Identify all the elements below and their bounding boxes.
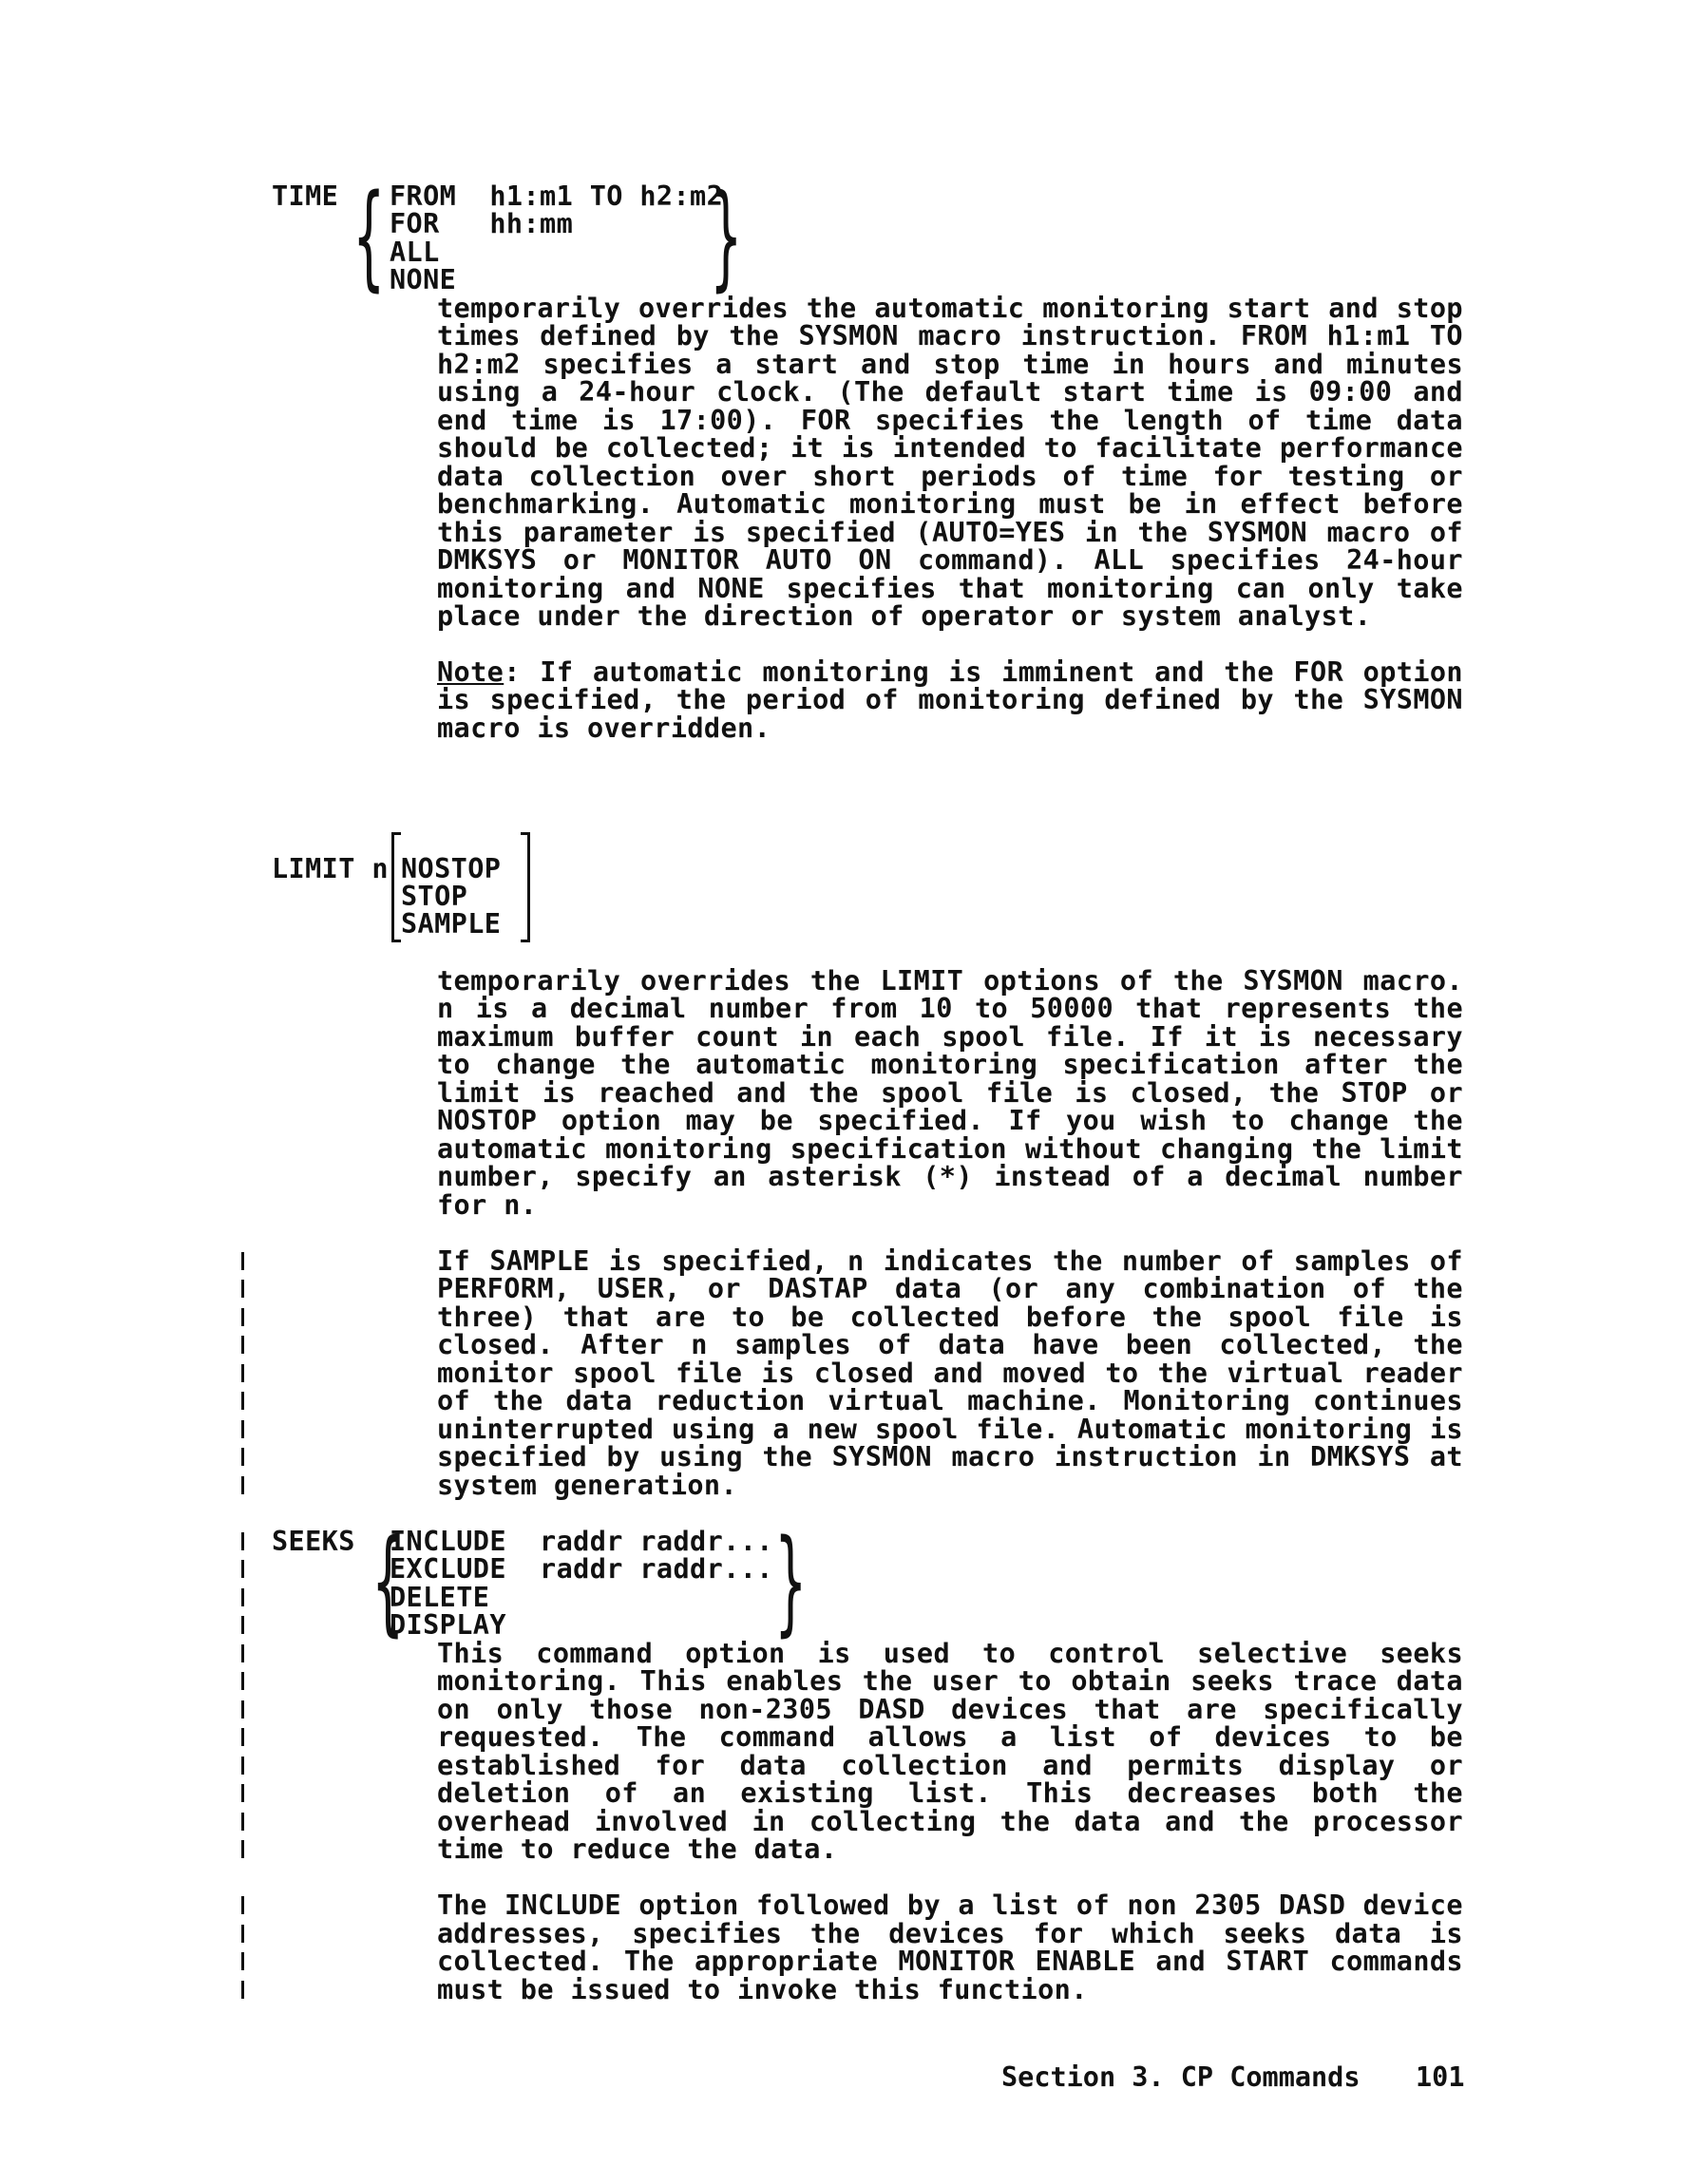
time-desc-line: should be collected; it is intended to facilitate performance xyxy=(437,432,1463,464)
time-desc-line: end time is 17:00). FOR specifies the length of time data xyxy=(437,405,1463,436)
seeks-desc-line: on only those non-2305 DASD devices that are specifically xyxy=(437,1694,1463,1725)
left-bracket-bottom xyxy=(391,940,401,942)
include-desc-line: The INCLUDE option followed by a list of non 2305 DASD device xyxy=(437,1890,1463,1921)
footer-section: Section 3. CP Commands xyxy=(1001,2061,1361,2093)
revision-bar xyxy=(241,1616,244,1634)
note-text: : If automatic monitoring is imminent and the FOR option xyxy=(504,656,1463,688)
right-brace: } xyxy=(775,1516,807,1648)
seeks-desc-line: This command option is used to control selective seeks xyxy=(437,1638,1463,1669)
time-note-line: is specified, the period of monitoring defined by the SYSMON xyxy=(437,684,1463,715)
sample-desc-line: specified by using the SYSMON macro instruction in DMKSYS at xyxy=(437,1441,1463,1472)
revision-bar xyxy=(241,1252,244,1270)
seeks-option-display: DISPLAY xyxy=(390,1609,506,1641)
sample-desc-line: uninterrupted using a new spool file. Automatic monitoring is xyxy=(437,1414,1463,1445)
revision-bar xyxy=(241,1308,244,1326)
revision-bar xyxy=(241,1728,244,1746)
revision-bar xyxy=(241,1448,244,1466)
left-brace: { xyxy=(372,1516,404,1648)
limit-desc-line: automatic monitoring specification without changing the limit xyxy=(437,1133,1463,1165)
time-desc-line: temporarily overrides the automatic monitoring start and stop xyxy=(437,293,1463,324)
sample-desc-line: monitor spool file is closed and moved to the virtual reader xyxy=(437,1358,1463,1389)
limit-desc-line: number, specify an asterisk (*) instead of a decimal number xyxy=(437,1161,1463,1192)
seeks-desc-line: deletion of an existing list. This decreases both the xyxy=(437,1777,1463,1809)
time-desc-line: h2:m2 specifies a start and stop time in hours and minutes xyxy=(437,349,1463,380)
revision-bar xyxy=(241,1925,244,1943)
revision-bar xyxy=(241,1840,244,1858)
revision-bar xyxy=(241,1560,244,1578)
seeks-keyword: SEEKS xyxy=(272,1526,355,1557)
revision-bar xyxy=(241,1757,244,1775)
sample-desc-line: If SAMPLE is specified, n indicates the number of samples of xyxy=(437,1245,1463,1277)
time-desc-line: benchmarking. Automatic monitoring must be in effect before xyxy=(437,488,1463,520)
revision-bar xyxy=(241,1813,244,1831)
sample-desc-line: system generation. xyxy=(437,1470,738,1501)
left-brace: { xyxy=(353,171,385,303)
seeks-desc-line: overhead involved in collecting the data and the processor xyxy=(437,1806,1463,1837)
time-desc-line: times defined by the SYSMON macro instruction. FROM h1:m1 TO xyxy=(437,320,1463,351)
limit-option-sample: SAMPLE xyxy=(401,908,502,940)
limit-desc-line: temporarily overrides the LIMIT options of the SYSMON macro. xyxy=(437,965,1463,997)
left-bracket xyxy=(391,832,394,942)
time-desc-line: this parameter is specified (AUTO=YES in the SYSMON macro of xyxy=(437,517,1463,548)
include-desc-line: must be issued to invoke this function. xyxy=(437,1974,1088,2005)
time-option-all: ALL xyxy=(390,237,440,268)
revision-bar xyxy=(241,1280,244,1298)
seeks-option-delete: DELETE xyxy=(390,1582,490,1613)
time-note-line: macro is overridden. xyxy=(437,712,771,744)
limit-desc-line: for n. xyxy=(437,1189,538,1221)
right-brace: } xyxy=(711,171,742,303)
right-bracket xyxy=(527,832,530,942)
right-bracket-top xyxy=(521,832,530,835)
sample-desc-line: PERFORM, USER, or DASTAP data (or any combination of the xyxy=(437,1273,1463,1304)
limit-option-nostop: NOSTOP xyxy=(401,853,502,884)
limit-option-stop: STOP xyxy=(401,881,468,912)
seeks-desc-line: established for data collection and permits display or xyxy=(437,1750,1463,1781)
revision-bar xyxy=(241,1476,244,1494)
revision-bar xyxy=(241,1532,244,1550)
seeks-option-include: INCLUDE raddr raddr... xyxy=(390,1526,773,1557)
include-desc-line: addresses, specifies the devices for which seeks data is xyxy=(437,1918,1463,1949)
time-desc-line: data collection over short periods of time for testing or xyxy=(437,461,1463,492)
limit-desc-line: maximum buffer count in each spool file. If it is necessary xyxy=(437,1021,1463,1053)
time-note-line xyxy=(437,658,1463,687)
revision-bar xyxy=(241,1784,244,1802)
revision-bar xyxy=(241,1588,244,1606)
revision-bar xyxy=(241,1981,244,1999)
note-label: Note xyxy=(437,656,504,688)
page-number: 101 xyxy=(1416,2061,1465,2093)
time-desc-line: place under the direction of operator or system analyst. xyxy=(437,600,1372,632)
seeks-desc-line: requested. The command allows a list of devices to be xyxy=(437,1721,1463,1753)
revision-bar xyxy=(241,1672,244,1690)
revision-bar xyxy=(241,1420,244,1438)
time-option-for: FOR hh:mm xyxy=(390,208,574,239)
sample-desc-line: of the data reduction virtual machine. Monitoring continues xyxy=(437,1385,1463,1416)
time-desc-line: using a 24-hour clock. (The default start time is 09:00 and xyxy=(437,376,1463,408)
seeks-desc-line: time to reduce the data. xyxy=(437,1833,838,1865)
time-desc-line: DMKSYS or MONITOR AUTO ON command). ALL specifies 24-hour xyxy=(437,544,1463,576)
limit-desc-line: n is a decimal number from 10 to 50000 that represents the xyxy=(437,993,1463,1024)
seeks-desc-line: monitoring. This enables the user to obtain seeks trace data xyxy=(437,1665,1463,1697)
revision-bar xyxy=(241,1336,244,1354)
revision-bar xyxy=(241,1896,244,1914)
limit-keyword: LIMIT n xyxy=(272,853,389,884)
revision-bar xyxy=(241,1952,244,1970)
time-option-from: FROM h1:m1 TO h2:m2 xyxy=(390,180,724,212)
limit-desc-line: to change the automatic monitoring specification after the xyxy=(437,1049,1463,1080)
time-desc-line: monitoring and NONE specifies that monitoring can only take xyxy=(437,573,1463,604)
time-option-none: NONE xyxy=(390,264,457,295)
sample-desc-line: three) that are to be collected before the spool file is xyxy=(437,1301,1463,1333)
left-bracket-top xyxy=(391,832,401,835)
revision-bar xyxy=(241,1644,244,1662)
limit-desc-line: limit is reached and the spool file is closed, the STOP or xyxy=(437,1077,1463,1109)
include-desc-line: collected. The appropriate MONITOR ENABLE and START commands xyxy=(437,1946,1463,1977)
limit-desc-line: NOSTOP option may be specified. If you wish to change the xyxy=(437,1105,1463,1136)
revision-bar xyxy=(241,1700,244,1719)
revision-bar xyxy=(241,1364,244,1382)
seeks-option-exclude: EXCLUDE raddr raddr... xyxy=(390,1553,773,1585)
revision-bar xyxy=(241,1392,244,1410)
right-bracket-bottom xyxy=(521,940,530,942)
sample-desc-line: closed. After n samples of data have been collected, the xyxy=(437,1329,1463,1360)
time-keyword: TIME xyxy=(272,180,339,212)
